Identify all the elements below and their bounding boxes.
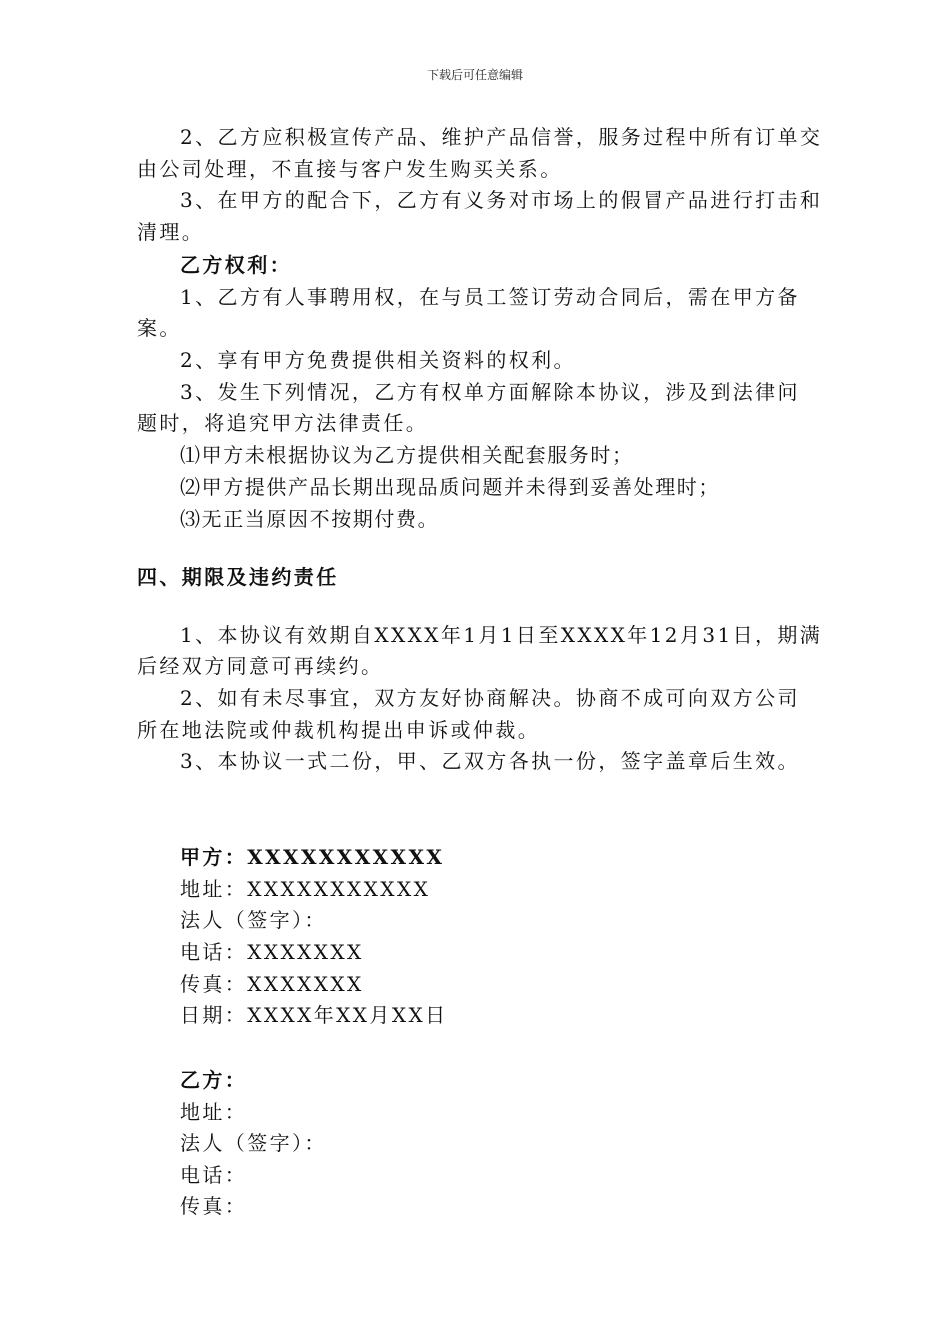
party-b-address: 地址： bbox=[180, 1100, 248, 1124]
rights-item-2: 2、享有甲方免费提供相关资料的权利。 bbox=[180, 348, 576, 372]
party-a-legal-rep: 法人（签字）： bbox=[180, 908, 327, 932]
section-4-item-2-line-2: 所在地法院或仲裁机构提出申诉或仲裁。 bbox=[137, 718, 541, 742]
obligation-item-3-line-2: 清理。 bbox=[137, 220, 205, 244]
party-a-fax: 传真：XXXXXXX bbox=[180, 972, 364, 996]
rights-heading: 乙方权利： bbox=[180, 253, 292, 277]
rights-item-3-line-1: 3、发生下列情况，乙方有权单方面解除本协议，涉及到法律问 bbox=[180, 380, 800, 404]
obligation-item-3-line-1: 3、在甲方的配合下，乙方有义务对市场上的假冒产品进行打击和 bbox=[180, 188, 823, 212]
section-4-item-2-line-1: 2、如有未尽事宜，双方友好协商解决。协商不成可向双方公司 bbox=[180, 686, 800, 710]
obligation-item-2-line-2: 由公司处理，不直接与客户发生购买关系。 bbox=[137, 157, 563, 181]
rights-sub-item-1: ⑴甲方未根据协议为乙方提供相关配套服务时； bbox=[180, 443, 634, 467]
section-4-item-1-line-2: 后经双方同意可再续约。 bbox=[137, 654, 384, 678]
obligation-item-2-line-1: 2、乙方应积极宣传产品、维护产品信誉，服务过程中所有订单交 bbox=[180, 125, 823, 149]
party-a-date: 日期：XXXX年XX月XX日 bbox=[180, 1003, 448, 1027]
party-a-phone: 电话：XXXXXXX bbox=[180, 940, 364, 964]
rights-item-3-line-2: 题时，将追究甲方法律责任。 bbox=[137, 411, 429, 435]
party-b-legal-rep: 法人（签字）： bbox=[180, 1131, 327, 1155]
rights-item-1-line-1: 1、乙方有人事聘用权，在与员工签订劳动合同后，需在甲方备 bbox=[180, 285, 800, 309]
party-a-address: 地址：XXXXXXXXXXX bbox=[180, 877, 431, 901]
party-b-name: 乙方： bbox=[180, 1068, 248, 1092]
section-4-item-3: 3、本协议一式二份，甲、乙双方各执一份，签字盖章后生效。 bbox=[180, 749, 800, 773]
party-b-phone: 电话： bbox=[180, 1163, 248, 1187]
party-b-fax: 传真： bbox=[180, 1194, 248, 1218]
section-4-item-1-line-1: 1、本协议有效期自XXXX年1月1日至XXXX年12月31日，期满 bbox=[180, 623, 823, 647]
party-a-name: 甲方：XXXXXXXXXXX bbox=[180, 845, 445, 869]
rights-sub-item-2: ⑵甲方提供产品长期出现品质问题并未得到妥善处理时； bbox=[180, 475, 720, 499]
rights-item-1-line-2: 案。 bbox=[137, 316, 182, 340]
rights-sub-item-3: ⑶无正当原因不按期付费。 bbox=[180, 507, 440, 531]
section-4-heading: 四、期限及违约责任 bbox=[137, 565, 339, 589]
page-header-note: 下载后可任意编辑 bbox=[426, 68, 523, 82]
